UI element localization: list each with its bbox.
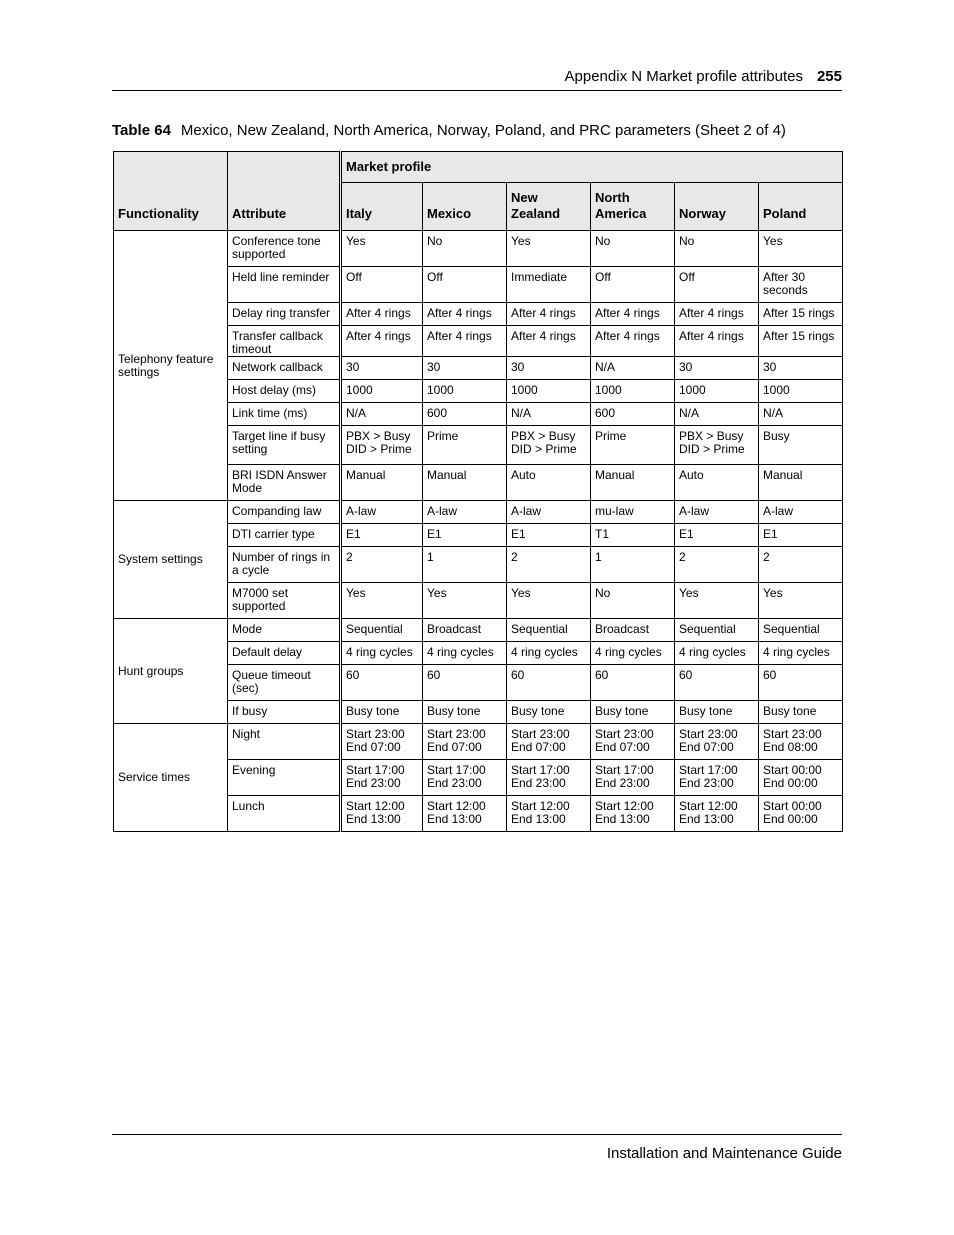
value-cell: After 4 rings [591,326,675,357]
value-cell: After 4 rings [341,303,423,326]
attribute-cell: DTI carrier type [228,524,341,547]
value-cell: Auto [507,465,591,501]
value-cell: Busy tone [423,701,507,724]
value-cell: Yes [759,583,843,619]
value-cell: Start 00:00 End 00:00 [759,760,843,796]
value-cell: Auto [675,465,759,501]
value-cell: Yes [675,583,759,619]
value-cell: 30 [423,357,507,380]
value-cell: N/A [759,403,843,426]
value-cell: 1000 [759,380,843,403]
value-cell: 30 [341,357,423,380]
header-rule [112,90,842,91]
value-cell: Off [423,267,507,303]
value-cell: E1 [341,524,423,547]
value-cell: 4 ring cycles [341,642,423,665]
table-row [114,619,843,642]
col-header-market-profile: Market profile [341,152,843,183]
attribute-cell: Number of rings in a cycle [228,547,341,583]
value-cell: No [591,583,675,619]
value-cell: 60 [591,665,675,701]
value-cell: 1 [423,547,507,583]
value-cell: 1000 [591,380,675,403]
value-cell: Sequential [675,619,759,642]
value-cell: Start 17:00 End 23:00 [423,760,507,796]
value-cell: 2 [675,547,759,583]
value-cell: PBX > Busy DID > Prime [341,426,423,465]
functionality-cell: Hunt groups [114,619,228,724]
footer-rule [112,1134,842,1135]
value-cell: Yes [341,583,423,619]
value-cell: 60 [759,665,843,701]
col-header-market: Mexico [423,183,507,231]
col-header-market: Norway [675,183,759,231]
value-cell: Yes [341,231,423,267]
value-cell: 2 [341,547,423,583]
value-cell: Yes [759,231,843,267]
attribute-cell: Transfer callback timeout [228,326,341,357]
value-cell: Start 12:00 End 13:00 [423,796,507,832]
functionality-cell: System settings [114,501,228,619]
attribute-cell: Mode [228,619,341,642]
value-cell: After 4 rings [507,326,591,357]
col-header-market: New Zealand [507,183,591,231]
value-cell: 2 [759,547,843,583]
value-cell: Busy tone [591,701,675,724]
value-cell: E1 [507,524,591,547]
table-caption [112,122,786,140]
value-cell: 1000 [507,380,591,403]
attribute-cell: Default delay [228,642,341,665]
value-cell: Yes [423,583,507,619]
value-cell: Busy tone [675,701,759,724]
value-cell: Start 23:00 End 07:00 [507,724,591,760]
functionality-cell: Service times [114,724,228,832]
value-cell: 600 [591,403,675,426]
value-cell: PBX > Busy DID > Prime [675,426,759,465]
value-cell: Yes [507,583,591,619]
table-caption-title: Mexico, New Zealand, North America, Norway, Poland, and PRC parameters (Sheet 2 of 4) [180,122,786,139]
value-cell: Start 17:00 End 23:00 [341,760,423,796]
value-cell: No [675,231,759,267]
value-cell: Start 23:00 End 07:00 [423,724,507,760]
value-cell: 30 [675,357,759,380]
attribute-cell: Held line reminder [228,267,341,303]
attribute-cell: If busy [228,701,341,724]
value-cell: Off [591,267,675,303]
table-header-row [114,152,843,183]
value-cell: 4 ring cycles [423,642,507,665]
value-cell: 60 [341,665,423,701]
value-cell: After 4 rings [507,303,591,326]
value-cell: Broadcast [591,619,675,642]
value-cell: N/A [591,357,675,380]
page-number: 255 [816,68,842,85]
value-cell: Start 17:00 End 23:00 [591,760,675,796]
table-caption-label: Table 64 [112,122,171,139]
attribute-cell: Target line if busy setting [228,426,341,465]
value-cell: 60 [423,665,507,701]
value-cell: A-law [341,501,423,524]
value-cell: Busy [759,426,843,465]
value-cell: 4 ring cycles [591,642,675,665]
value-cell: Sequential [759,619,843,642]
attribute-cell: Companding law [228,501,341,524]
value-cell: After 4 rings [423,303,507,326]
table-row [114,231,843,267]
table-row [114,501,843,524]
value-cell: Start 12:00 End 13:00 [675,796,759,832]
running-header [112,68,842,86]
value-cell: 600 [423,403,507,426]
value-cell: Manual [341,465,423,501]
value-cell: Start 17:00 End 23:00 [507,760,591,796]
value-cell: A-law [759,501,843,524]
value-cell: After 30 seconds [759,267,843,303]
table-body [114,231,843,832]
value-cell: Off [341,267,423,303]
header-section-title: Appendix N Market profile attributes [564,68,803,85]
attribute-cell: Lunch [228,796,341,832]
value-cell: N/A [341,403,423,426]
attribute-cell: Evening [228,760,341,796]
value-cell: E1 [423,524,507,547]
value-cell: T1 [591,524,675,547]
value-cell: 60 [675,665,759,701]
attribute-cell: Link time (ms) [228,403,341,426]
value-cell: After 4 rings [341,326,423,357]
value-cell: Start 23:00 End 07:00 [341,724,423,760]
value-cell: Prime [591,426,675,465]
value-cell: 1000 [423,380,507,403]
value-cell: Manual [423,465,507,501]
functionality-cell: Telephony feature settings [114,231,228,501]
value-cell: N/A [675,403,759,426]
value-cell: Broadcast [423,619,507,642]
value-cell: 60 [507,665,591,701]
value-cell: Immediate [507,267,591,303]
col-header-attribute: Attribute [228,152,341,231]
running-footer: Installation and Maintenance Guide [606,1145,842,1162]
value-cell: 30 [507,357,591,380]
attribute-cell: BRI ISDN Answer Mode [228,465,341,501]
value-cell: Manual [759,465,843,501]
value-cell: 4 ring cycles [759,642,843,665]
value-cell: Start 23:00 End 07:00 [675,724,759,760]
value-cell: Start 12:00 End 13:00 [341,796,423,832]
attribute-cell: Network callback [228,357,341,380]
value-cell: Start 12:00 End 13:00 [507,796,591,832]
col-header-market: Poland [759,183,843,231]
value-cell: PBX > Busy DID > Prime [507,426,591,465]
value-cell: A-law [675,501,759,524]
market-parameters-table [113,151,843,832]
attribute-cell: Queue timeout (sec) [228,665,341,701]
value-cell: E1 [675,524,759,547]
value-cell: After 15 rings [759,326,843,357]
attribute-cell: M7000 set supported [228,583,341,619]
value-cell: Start 17:00 End 23:00 [675,760,759,796]
value-cell: No [591,231,675,267]
value-cell: Start 23:00 End 07:00 [591,724,675,760]
value-cell: After 4 rings [591,303,675,326]
value-cell: Yes [507,231,591,267]
attribute-cell: Night [228,724,341,760]
value-cell: 1000 [675,380,759,403]
value-cell: Manual [591,465,675,501]
col-header-market: Italy [341,183,423,231]
value-cell: Start 00:00 End 00:00 [759,796,843,832]
value-cell: A-law [423,501,507,524]
value-cell: A-law [507,501,591,524]
col-header-functionality: Functionality [114,152,228,231]
value-cell: Off [675,267,759,303]
table-row [114,724,843,760]
attribute-cell: Delay ring transfer [228,303,341,326]
value-cell: After 4 rings [423,326,507,357]
attribute-cell: Conference tone supported [228,231,341,267]
value-cell: Start 23:00 End 08:00 [759,724,843,760]
value-cell: Busy tone [759,701,843,724]
value-cell: Start 12:00 End 13:00 [591,796,675,832]
value-cell: 4 ring cycles [507,642,591,665]
value-cell: After 4 rings [675,326,759,357]
value-cell: 1000 [341,380,423,403]
value-cell: Sequential [507,619,591,642]
attribute-cell: Host delay (ms) [228,380,341,403]
value-cell: Busy tone [507,701,591,724]
value-cell: mu-law [591,501,675,524]
value-cell: Prime [423,426,507,465]
value-cell: 1 [591,547,675,583]
value-cell: After 4 rings [675,303,759,326]
value-cell: E1 [759,524,843,547]
col-header-market: North America [591,183,675,231]
value-cell: After 15 rings [759,303,843,326]
value-cell: No [423,231,507,267]
value-cell: N/A [507,403,591,426]
value-cell: 30 [759,357,843,380]
value-cell: Sequential [341,619,423,642]
value-cell: 2 [507,547,591,583]
value-cell: 4 ring cycles [675,642,759,665]
value-cell: Busy tone [341,701,423,724]
